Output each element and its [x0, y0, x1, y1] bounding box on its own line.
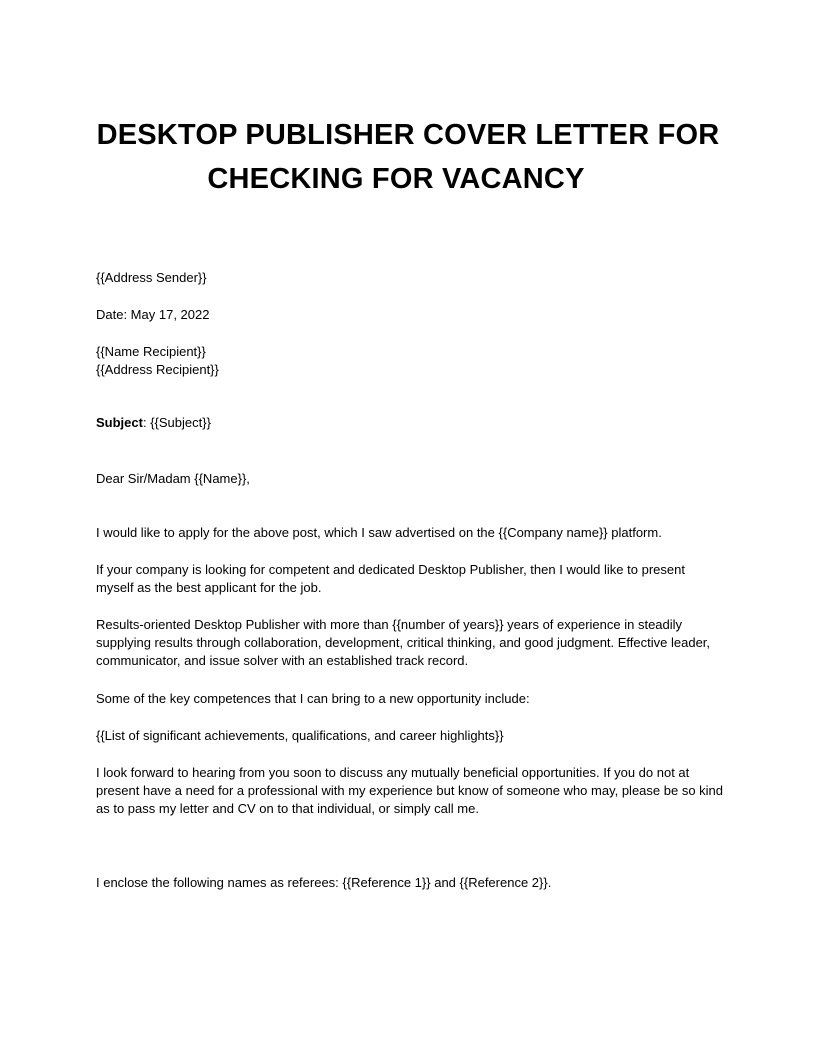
paragraph-achievements: {{List of significant achievements, qualifications, and career highlights}} — [96, 728, 504, 743]
subject-label: Subject — [96, 415, 143, 430]
salutation: Dear Sir/Madam {{Name}}, — [96, 471, 250, 486]
letter-title-line-2: CHECKING FOR VACANCY — [207, 163, 585, 195]
recipient-address: {{Address Recipient}} — [96, 362, 219, 377]
subject-value: : {{Subject}} — [142, 415, 211, 430]
paragraph-presentation: If your company is looking for competent and dedicated Desktop Publisher, then I would like to present myself as the best applicant for the job. — [96, 562, 685, 595]
sender-address: {{Address Sender}} — [96, 270, 207, 285]
paragraph-competences: Some of the key competences that I can bring to a new opportunity include: — [96, 691, 530, 706]
recipient-name: {{Name Recipient}} — [96, 344, 206, 359]
paragraph-closing: I look forward to hearing from you soon to discuss any mutually beneficial opportunities. If you do not at present have a need for a professional with my experience but know of someone who may, please be so kind as to pass my letter and CV on to that individual, or simply call me. — [96, 765, 724, 816]
letter-title-line-1: DESKTOP PUBLISHER COVER LETTER FOR — [96, 119, 720, 151]
paragraph-referees: I enclose the following names as referees: {{Reference 1}} and {{Reference 2}}. — [96, 875, 552, 890]
letter-date: Date: May 17, 2022 — [96, 307, 210, 322]
paragraph-experience: Results-oriented Desktop Publisher with more than {{number of years}} years of experience in steadily supplying results through collaboration, development, critical thinking, and good judgment. Effective leader, communicator, and issue solver with an established track record. — [96, 617, 711, 668]
paragraph-intro: I would like to apply for the above post, which I saw advertised on the {{Company name}} platform. — [96, 525, 662, 540]
subject-line — [96, 414, 211, 432]
